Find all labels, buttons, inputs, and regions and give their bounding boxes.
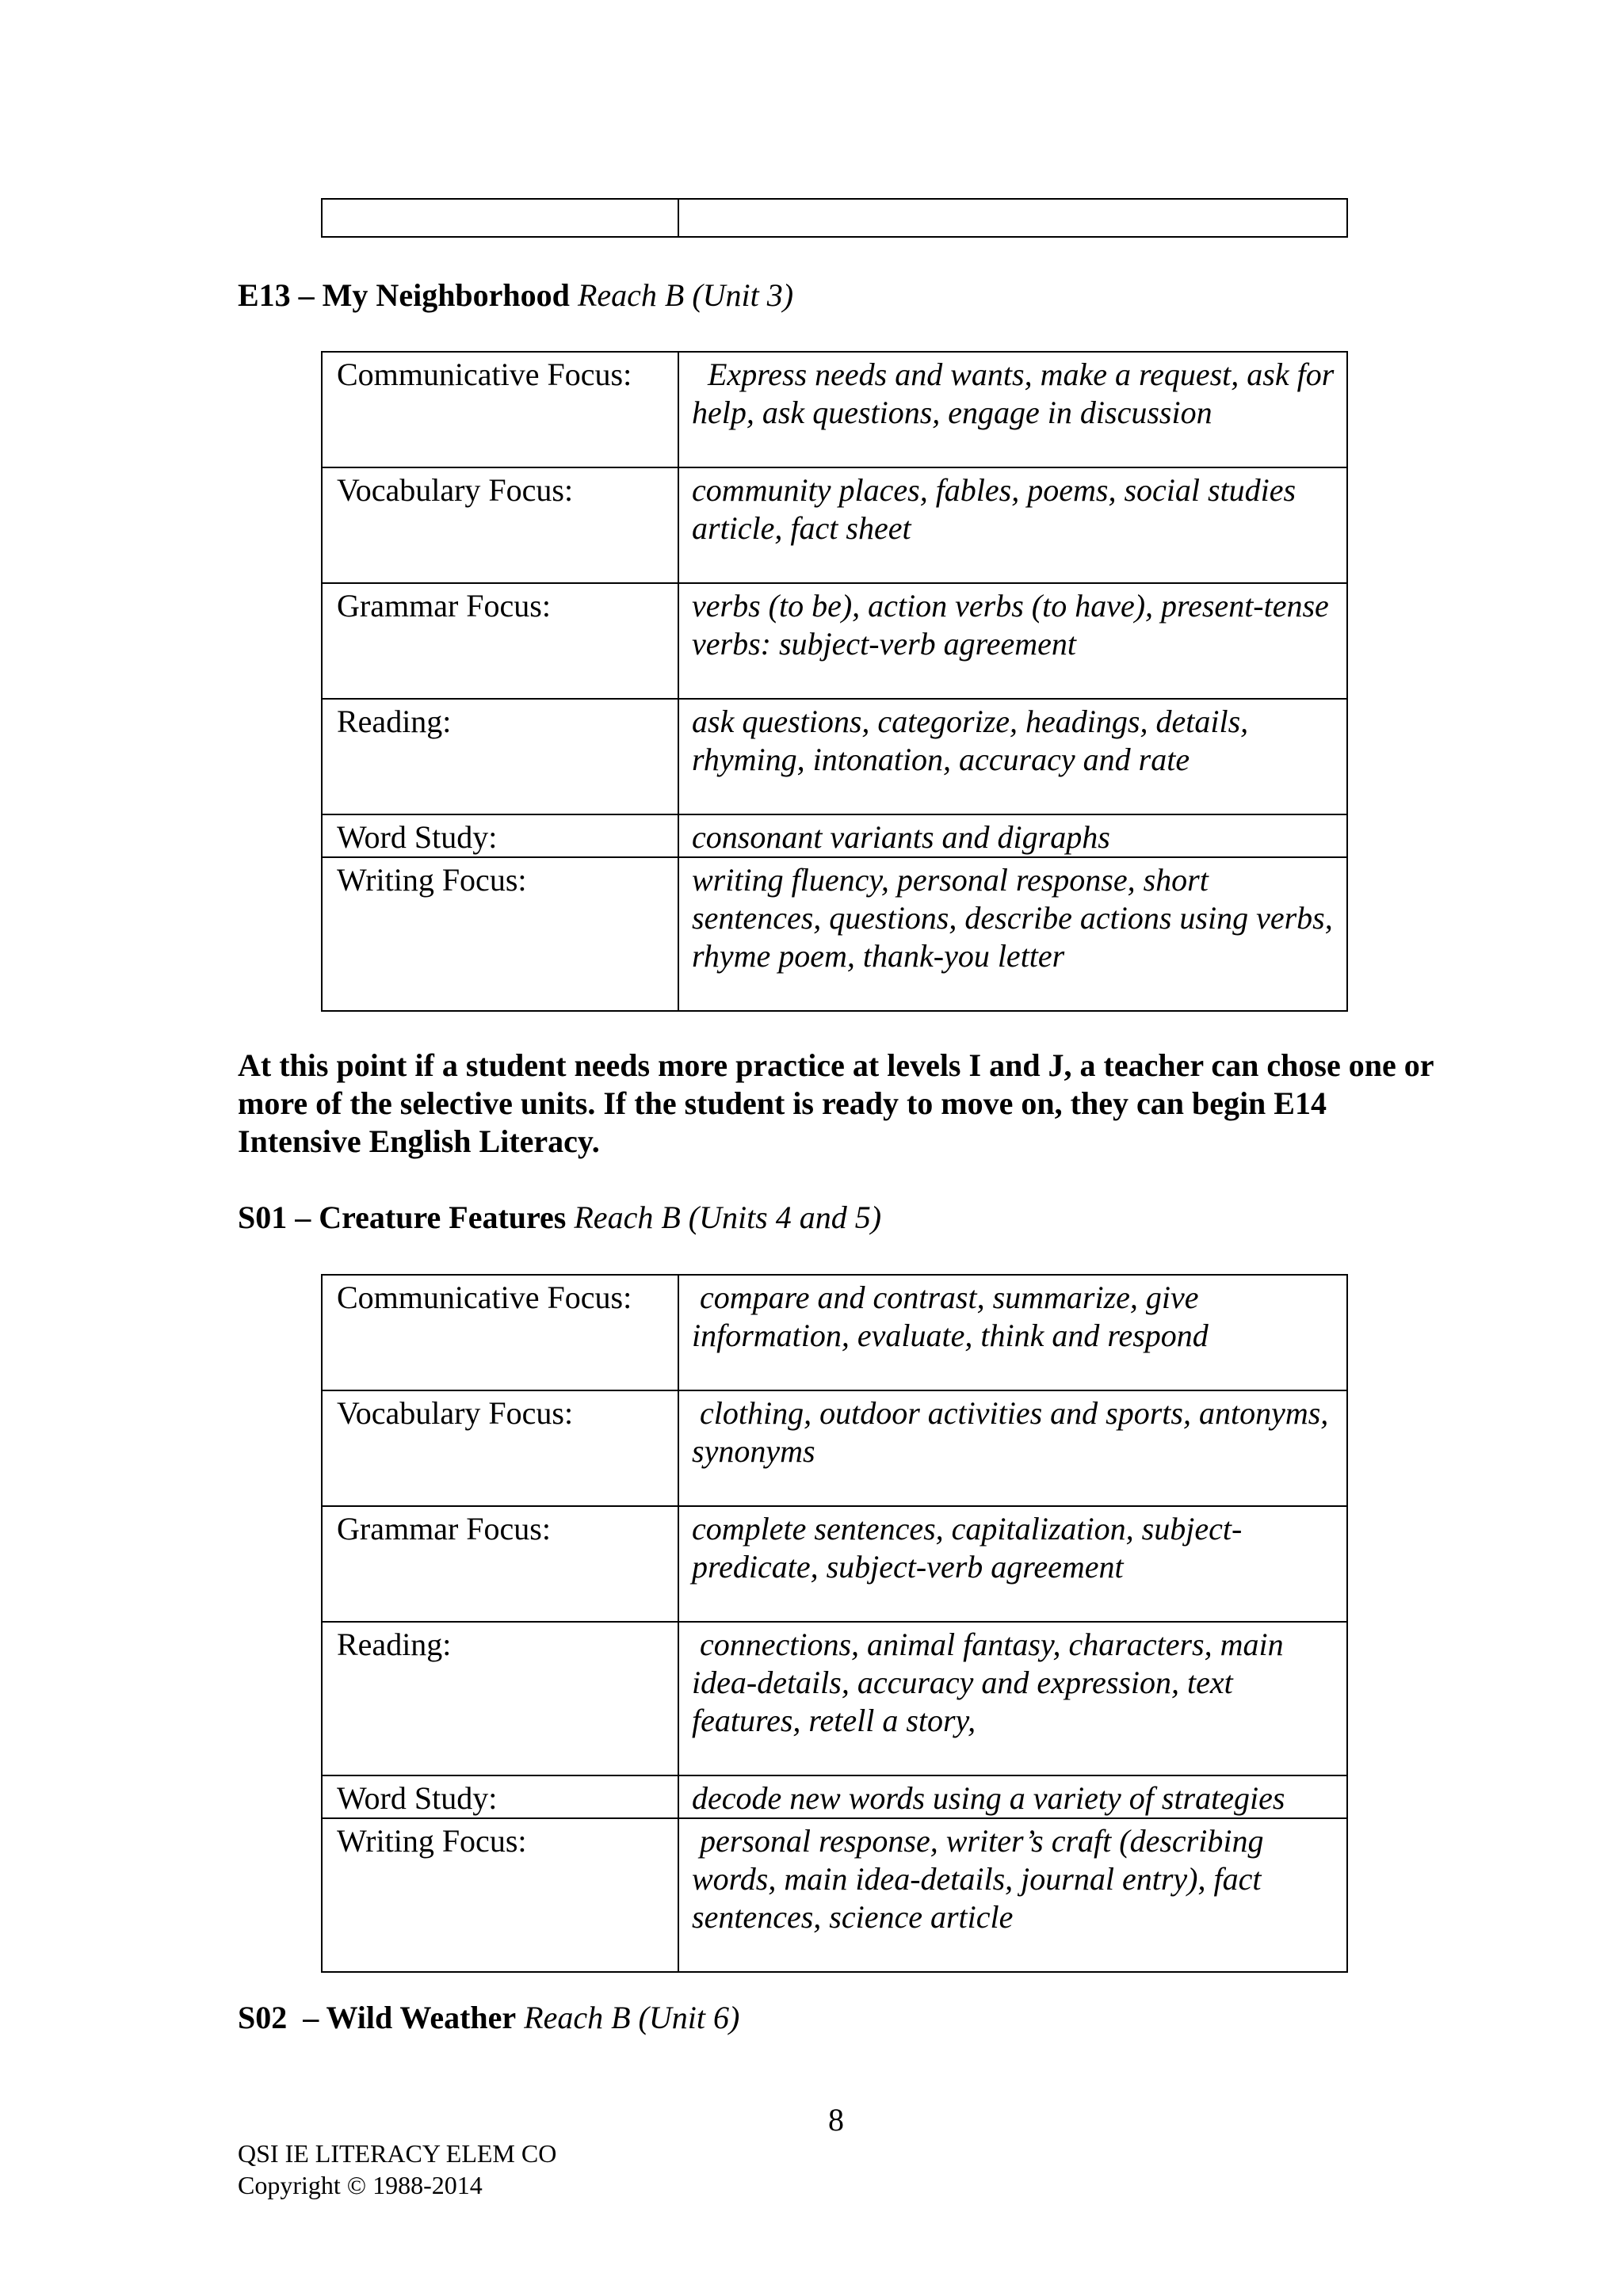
s01-reading-label: Reading: bbox=[322, 1622, 678, 1775]
table-row bbox=[322, 699, 1347, 814]
page-number: 8 bbox=[828, 2102, 844, 2138]
s01-vocabulary-value: clothing, outdoor activities and sports, antonyms, synonyms bbox=[678, 1390, 1347, 1506]
table-row bbox=[322, 199, 1347, 237]
s01-reference: Reach B (Units 4 and 5) bbox=[566, 1199, 882, 1235]
s01-table bbox=[321, 1274, 1348, 1973]
e13-word-study-value: consonant variants and digraphs bbox=[678, 814, 1347, 857]
s01-heading bbox=[238, 1199, 881, 1237]
s01-writing-label: Writing Focus: bbox=[322, 1818, 678, 1972]
footer-line-2: Copyright © 1988-2014 bbox=[238, 2171, 483, 2199]
s02-heading bbox=[238, 1999, 739, 2037]
s01-word-study-value: decode new words using a variety of strategies bbox=[678, 1775, 1347, 1818]
table-row bbox=[322, 814, 1347, 857]
footer-line-1: QSI IE LITERACY ELEM CO bbox=[238, 2139, 557, 2168]
e13-writing-value: writing fluency, personal response, short sentences, questions, describe actions using verbs, rhyme poem, thank-you letter bbox=[678, 857, 1347, 1011]
top-table-label-cell bbox=[322, 199, 678, 237]
s02-reference: Reach B (Unit 6) bbox=[516, 2000, 740, 2035]
s01-communicative-value: compare and contrast, summarize, give information, evaluate, think and respond bbox=[678, 1275, 1347, 1390]
table-row bbox=[322, 352, 1347, 467]
top-table bbox=[321, 198, 1348, 238]
top-table-value-cell bbox=[678, 199, 1347, 237]
table-row bbox=[322, 1275, 1347, 1390]
table-row bbox=[322, 583, 1347, 699]
table-row bbox=[322, 1390, 1347, 1506]
s01-grammar-label: Grammar Focus: bbox=[322, 1506, 678, 1622]
e13-vocabulary-label: Vocabulary Focus: bbox=[322, 467, 678, 583]
s01-grammar-value: complete sentences, capitalization, subject-predicate, subject-verb agreement bbox=[678, 1506, 1347, 1622]
s01-word-study-label: Word Study: bbox=[322, 1775, 678, 1818]
table-row bbox=[322, 1775, 1347, 1818]
e13-heading bbox=[238, 277, 793, 315]
s01-communicative-label: Communicative Focus: bbox=[322, 1275, 678, 1390]
e13-vocabulary-value: community places, fables, poems, social studies article, fact sheet bbox=[678, 467, 1347, 583]
s01-reading-value: connections, animal fantasy, characters, main idea-details, accuracy and expression, text features, retell a story, bbox=[678, 1622, 1347, 1775]
e13-communicative-value: Express needs and wants, make a request, ask for help, ask questions, engage in discussion bbox=[678, 352, 1347, 467]
e13-reference: Reach B (Unit 3) bbox=[569, 277, 794, 313]
table-row bbox=[322, 857, 1347, 1011]
table-row bbox=[322, 467, 1347, 583]
selective-units-note: At this point if a student needs more practice at levels I and J, a teacher can chose one or more of the selective units. If the student is ready to move on, they can begin E14 Intensive English Literacy. bbox=[238, 1047, 1434, 1159]
e13-reading-value: ask questions, categorize, headings, details, rhyming, intonation, accuracy and rate bbox=[678, 699, 1347, 814]
e13-table bbox=[321, 351, 1348, 1012]
e13-communicative-label: Communicative Focus: bbox=[322, 352, 678, 467]
e13-writing-label: Writing Focus: bbox=[322, 857, 678, 1011]
s01-code: S01 – Creature Features bbox=[238, 1199, 567, 1235]
s01-vocabulary-label: Vocabulary Focus: bbox=[322, 1390, 678, 1506]
e13-grammar-value: verbs (to be), action verbs (to have), present-tense verbs: subject-verb agreement bbox=[678, 583, 1347, 699]
s02-code: S02 – Wild Weather bbox=[238, 2000, 517, 2035]
e13-reading-label: Reading: bbox=[322, 699, 678, 814]
e13-code: E13 – My Neighborhood bbox=[238, 277, 570, 313]
table-row bbox=[322, 1622, 1347, 1775]
s01-writing-value: personal response, writer’s craft (describing words, main idea-details, journal entry), fact sentences, science article bbox=[678, 1818, 1347, 1972]
e13-grammar-label: Grammar Focus: bbox=[322, 583, 678, 699]
table-row bbox=[322, 1818, 1347, 1972]
e13-word-study-label: Word Study: bbox=[322, 814, 678, 857]
table-row bbox=[322, 1506, 1347, 1622]
